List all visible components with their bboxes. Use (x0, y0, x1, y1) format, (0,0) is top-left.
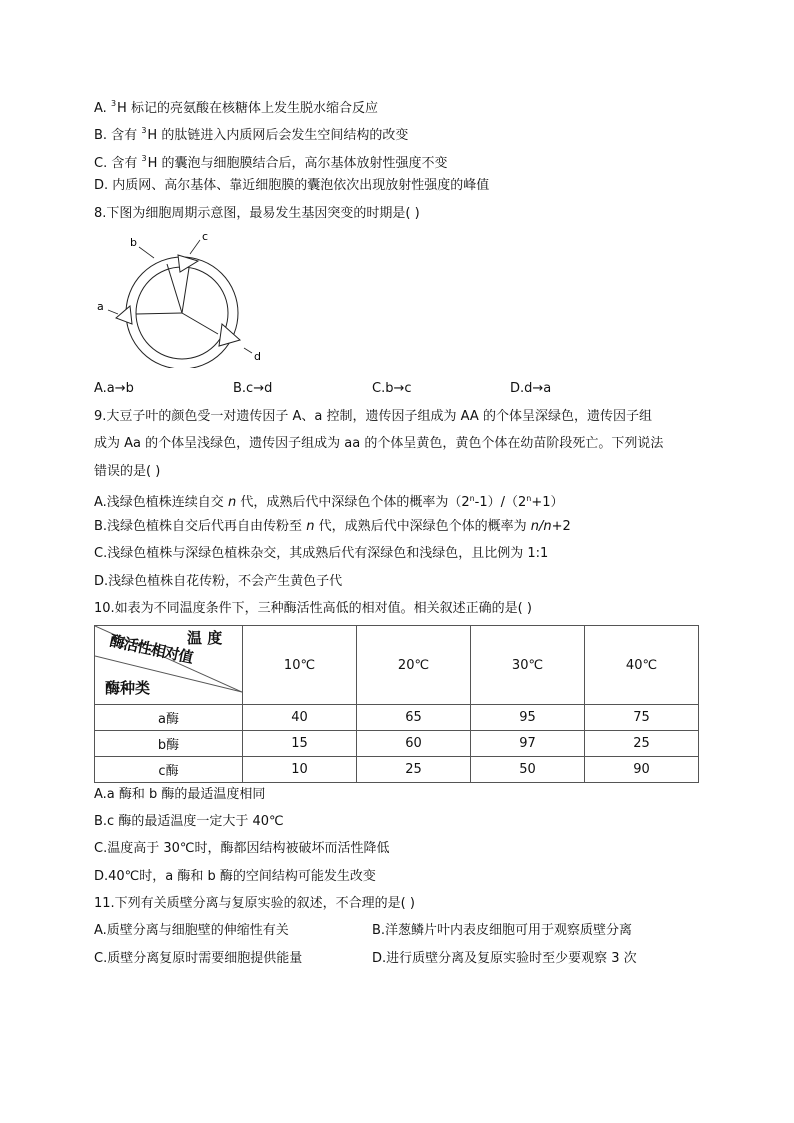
q10-option-d: D.40℃时，a 酶和 b 酶的空间结构可能发生改变 (94, 869, 376, 884)
q9-stem-line2: 成为 Aa 的个体呈浅绿色，遗传因子组成为 aa 的个体呈黄色，黄色个体在幼苗阶段死亡。下列说法 (94, 436, 664, 451)
q10-option-c: C.温度高于 30℃时，酶都因结构被破坏而活性降低 (94, 841, 390, 856)
enzyme-activity-table (94, 625, 699, 783)
leader-a (108, 310, 118, 314)
table-row (95, 757, 699, 783)
table-cell: 25 (357, 757, 471, 783)
arrowhead-d (219, 324, 240, 346)
q9-stem-line3: 错误的是( ) (94, 464, 161, 479)
table-cell: 65 (357, 705, 471, 731)
q11-option-a: A.质壁分离与细胞壁的伸缩性有关 (94, 923, 289, 938)
q8-stem: 8.下图为细胞周期示意图，最易发生基因突变的时期是( ) (94, 206, 420, 221)
q11-stem: 11.下列有关质壁分离与复原实验的叙述，不合理的是( ) (94, 896, 415, 911)
diag-label-enzyme-type: 酶种类 (105, 679, 151, 697)
table-cell: 50 (471, 757, 585, 783)
q7-option-b: B. 含有 $^3$H 的肽链进入内质网后会发生空间结构的改变 (94, 126, 409, 143)
table-cell: 15 (243, 731, 357, 757)
radius-d (182, 313, 218, 334)
leader-b (139, 247, 154, 258)
table-cell: 90 (585, 757, 699, 783)
temp-header-30: 30℃ (471, 626, 585, 705)
q8-option-b: B.c→d (233, 381, 273, 396)
label-b: b (130, 236, 137, 249)
table-cell: 40 (243, 705, 357, 731)
temp-header-40: 40℃ (585, 626, 699, 705)
table-cell: 75 (585, 705, 699, 731)
arrowhead-a (116, 306, 132, 324)
q9-option-d: D.浅绿色植株自花传粉，不会产生黄色子代 (94, 574, 343, 589)
arrowhead-c (178, 255, 198, 272)
leader-c (190, 240, 200, 254)
q9-option-b: B.浅绿色植株自交后代再自由传粉至 n 代，成熟后代中深绿色个体的概率为 n/n+2 (94, 519, 571, 534)
diag-label-activity: 酶活性相对值 (108, 631, 195, 667)
temp-header-10: 10℃ (243, 626, 357, 705)
row-label: b酶 (95, 731, 243, 757)
label-d: d (254, 350, 261, 363)
q7-option-c: C. 含有 $^3$H 的囊泡与细胞膜结合后，高尔基体放射性强度不变 (94, 154, 448, 171)
radius-a (136, 313, 182, 314)
temp-header-20: 20℃ (357, 626, 471, 705)
q9-stem-line1: 9.大豆子叶的颜色受一对遗传因子 A、a 控制，遗传因子组成为 AA 的个体呈深绿色，遗传因子组 (94, 409, 652, 424)
cell-cycle-diagram (94, 228, 274, 368)
table-row (95, 705, 699, 731)
label-c: c (202, 230, 209, 243)
diagonal-header-cell (95, 626, 243, 705)
table-cell: 97 (471, 731, 585, 757)
table-cell: 60 (357, 731, 471, 757)
q10-stem: 10.如表为不同温度条件下，三种酶活性高低的相对值。相关叙述正确的是( ) (94, 601, 532, 616)
q11-option-b: B.洋葱鳞片叶内表皮细胞可用于观察质壁分离 (372, 923, 633, 938)
radius-c (182, 268, 189, 313)
q7-option-a: A. $^3$H 标记的亮氨酸在核糖体上发生脱水缩合反应 (94, 99, 378, 116)
label-a: a (97, 300, 104, 313)
q10-option-a: A.a 酶和 b 酶的最适温度相同 (94, 787, 266, 802)
q8-option-a: A.a→b (94, 381, 134, 396)
q11-option-c: C.质壁分离复原时需要细胞提供能量 (94, 951, 303, 966)
q9-option-c: C.浅绿色植株与深绿色植株杂交，其成熟后代有深绿色和浅绿色，且比例为 1:1 (94, 546, 549, 561)
q8-option-c: C.b→c (372, 381, 412, 396)
table-cell: 25 (585, 731, 699, 757)
q8-option-d: D.d→a (510, 381, 552, 396)
row-label: c酶 (95, 757, 243, 783)
q9-option-a: A.浅绿色植株连续自交 n 代，成熟后代中深绿色个体的概率为$(2^n-1)/(2^n+1)$ (94, 494, 564, 510)
q10-option-b: B.c 酶的最适温度一定大于 40℃ (94, 814, 284, 829)
leader-d (244, 348, 252, 353)
table-cell: 95 (471, 705, 585, 731)
q11-option-d: D.进行质壁分离及复原实验时至少要观察 3 次 (372, 951, 637, 966)
diag-label-temperature: 温 度 (187, 629, 223, 647)
table-cell: 10 (243, 757, 357, 783)
row-label: a酶 (95, 705, 243, 731)
table-row (95, 731, 699, 757)
q7-option-d: D. 内质网、高尔基体、靠近细胞膜的囊泡依次出现放射性强度的峰值 (94, 178, 490, 193)
table-header-row (95, 626, 699, 705)
